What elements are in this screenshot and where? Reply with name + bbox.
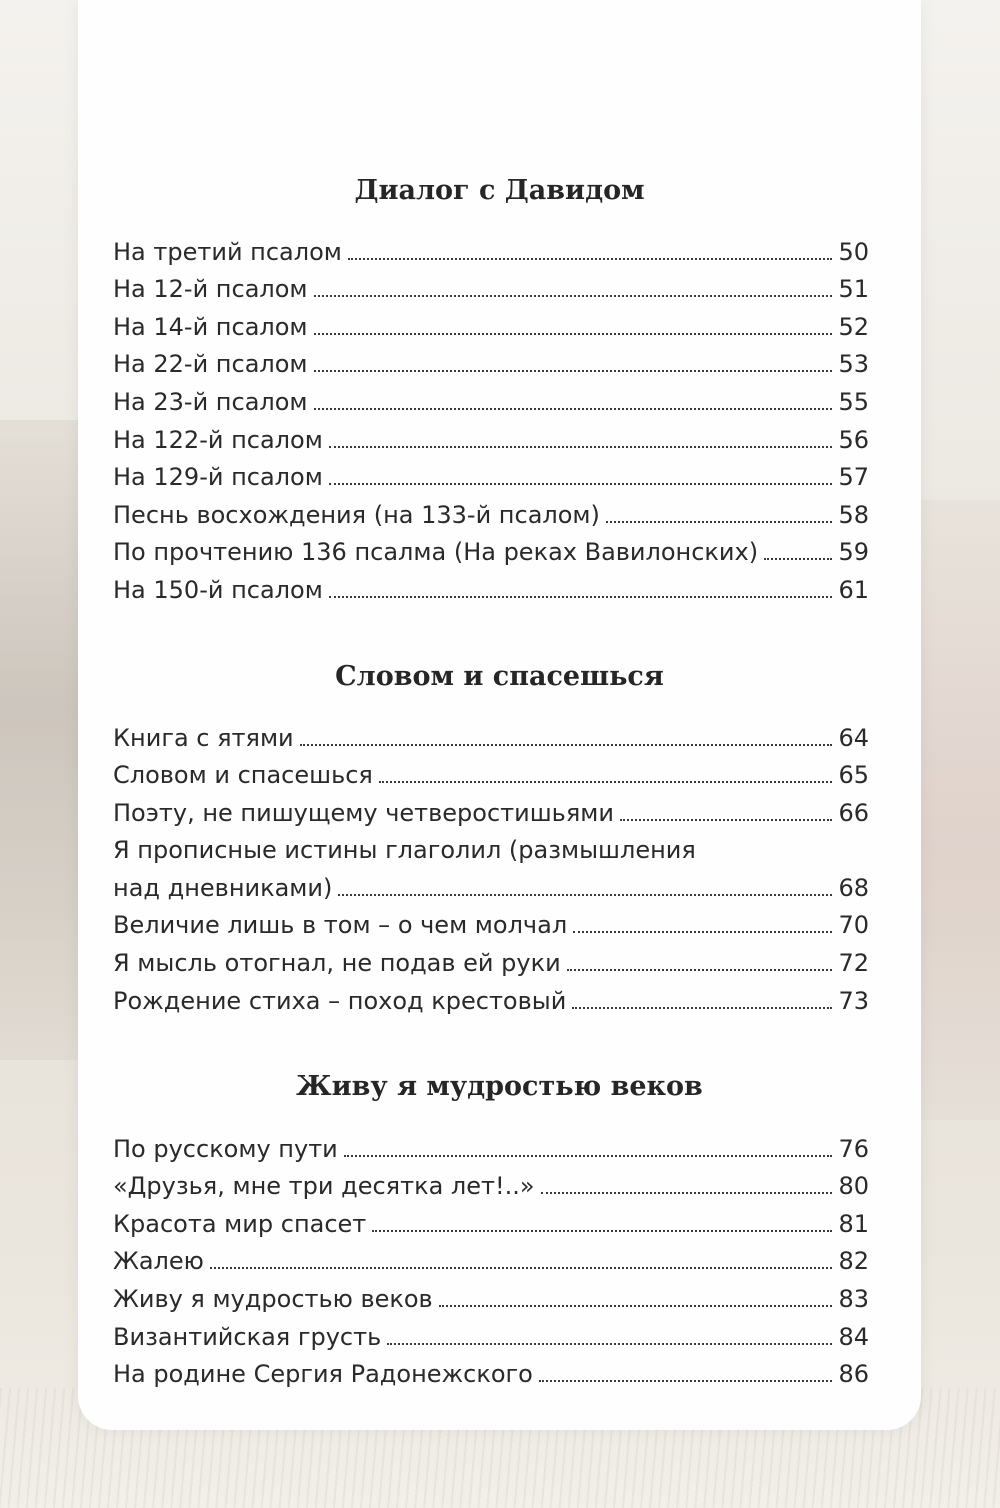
entry-page: 58 [838, 500, 869, 529]
entry-page: 61 [838, 575, 869, 604]
section-title: Диалог с Давидом [354, 175, 645, 206]
entry-page: 50 [838, 237, 869, 266]
dot-leader [338, 894, 832, 896]
toc-entry[interactable] [113, 567, 869, 605]
entry-title-line-1-wrap [113, 828, 869, 866]
section-title: Словом и спасешься [335, 661, 664, 692]
dot-leader [329, 483, 833, 485]
dot-leader [541, 1192, 833, 1194]
dot-leader [329, 596, 833, 598]
entry-page: 53 [838, 350, 869, 379]
toc-entry[interactable] [113, 828, 869, 903]
toc-entry[interactable] [113, 1352, 869, 1390]
toc-entry[interactable] [113, 304, 869, 342]
dot-leader [314, 333, 833, 335]
entry-page: 83 [838, 1284, 869, 1313]
toc-entry[interactable] [113, 1314, 869, 1352]
entry-title: Величие лишь в том – о чем молчал [113, 911, 568, 940]
section-title: Живу я мудростью веков [296, 1071, 703, 1102]
entry-title: На 122-й псалом [113, 425, 323, 454]
entry-title: Византийская грусть [113, 1322, 382, 1351]
entry-title: На родине Сергия Радонежского [113, 1360, 533, 1389]
entry-page: 68 [838, 873, 869, 902]
toc-entry[interactable] [113, 978, 869, 1016]
dot-leader [300, 744, 833, 746]
toc-entry[interactable] [113, 940, 869, 978]
entry-title: Песнь восхождения (на 133-й псалом) [113, 500, 600, 529]
dot-leader [567, 969, 833, 971]
entry-title: На 14-й псалом [113, 312, 308, 341]
toc-entry[interactable] [113, 417, 869, 455]
entry-title: Рождение стиха – поход крестовый [113, 986, 567, 1015]
entry-title: «Друзья, мне три десятка лет!..» [113, 1172, 535, 1201]
dot-leader [314, 295, 833, 297]
entry-page: 70 [838, 911, 869, 940]
dot-leader [348, 258, 833, 260]
entry-page: 73 [838, 986, 869, 1015]
entry-page: 65 [838, 761, 869, 790]
entry-page: 51 [838, 275, 869, 304]
toc-entry[interactable] [113, 790, 869, 828]
entry-page: 81 [838, 1209, 869, 1238]
entry-title: Книга с ятями [113, 723, 294, 752]
toc-entry[interactable] [113, 715, 869, 753]
entry-page: 86 [838, 1360, 869, 1389]
toc-entry[interactable] [113, 455, 869, 493]
entry-title-line-1: Я прописные истины глаголил (размышления [113, 836, 696, 865]
entry-page: 80 [838, 1172, 869, 1201]
entry-page: 59 [838, 538, 869, 567]
entry-page: 55 [838, 387, 869, 416]
entry-title: На 12-й псалом [113, 275, 308, 304]
entry-title: Я мысль отогнал, не подав ей руки [113, 948, 561, 977]
dot-leader [439, 1305, 833, 1307]
toc-section-1 [113, 229, 869, 605]
toc-entry[interactable] [113, 379, 869, 417]
toc-entry[interactable] [113, 1201, 869, 1239]
entry-page: 72 [838, 948, 869, 977]
dot-leader [344, 1155, 833, 1157]
entry-title: По русскому пути [113, 1134, 338, 1163]
entry-title: На 150-й псалом [113, 575, 323, 604]
entry-page: 84 [838, 1322, 869, 1351]
entry-title: На 22-й псалом [113, 350, 308, 379]
entry-page: 82 [838, 1247, 869, 1276]
toc-section-3 [113, 1126, 869, 1389]
toc-entry[interactable] [113, 1126, 869, 1164]
entry-title: На третий псалом [113, 237, 342, 266]
dot-leader [606, 521, 833, 523]
toc-entry[interactable] [113, 492, 869, 530]
entry-page: 64 [838, 723, 869, 752]
entry-page: 76 [838, 1134, 869, 1163]
entry-title: Жалею [113, 1247, 204, 1276]
toc-entry[interactable] [113, 1164, 869, 1202]
entry-title: Живу я мудростью веков [113, 1284, 433, 1313]
entry-title: Поэту, не пишущему четверостишьями [113, 798, 614, 827]
entry-title: По прочтению 136 псалма (На реках Вавилонских) [113, 538, 759, 567]
toc-entry[interactable] [113, 903, 869, 941]
dot-leader [573, 931, 832, 933]
dot-leader [314, 370, 833, 372]
dot-leader [329, 446, 833, 448]
dot-leader [379, 781, 833, 783]
toc-entry[interactable] [113, 342, 869, 380]
toc-entry[interactable] [113, 753, 869, 791]
dot-leader [372, 1230, 832, 1232]
entry-page: 52 [838, 312, 869, 341]
dot-leader [572, 1007, 832, 1009]
dot-leader [620, 819, 832, 821]
dot-leader [539, 1380, 833, 1382]
entry-page: 57 [838, 463, 869, 492]
background-scenery-right [910, 500, 1000, 1120]
toc-entry[interactable] [113, 1276, 869, 1314]
entry-title-line-2-wrap [113, 865, 869, 902]
toc-entry[interactable] [113, 530, 869, 568]
entry-title-line-2: над дневниками) [113, 873, 333, 902]
dot-leader [210, 1267, 833, 1269]
entry-page: 56 [838, 425, 869, 454]
toc-entry[interactable] [113, 1239, 869, 1277]
toc-section-2 [113, 715, 869, 1016]
entry-title: Красота мир спасет [113, 1209, 367, 1238]
dot-leader [764, 558, 832, 560]
entry-title: Словом и спасешься [113, 761, 373, 790]
entry-title: На 23-й псалом [113, 387, 308, 416]
dot-leader [314, 408, 833, 410]
toc-entry[interactable] [113, 267, 869, 305]
entry-page: 66 [838, 798, 869, 827]
toc-entry[interactable] [113, 229, 869, 267]
entry-title: На 129-й псалом [113, 463, 323, 492]
dot-leader [387, 1343, 832, 1345]
